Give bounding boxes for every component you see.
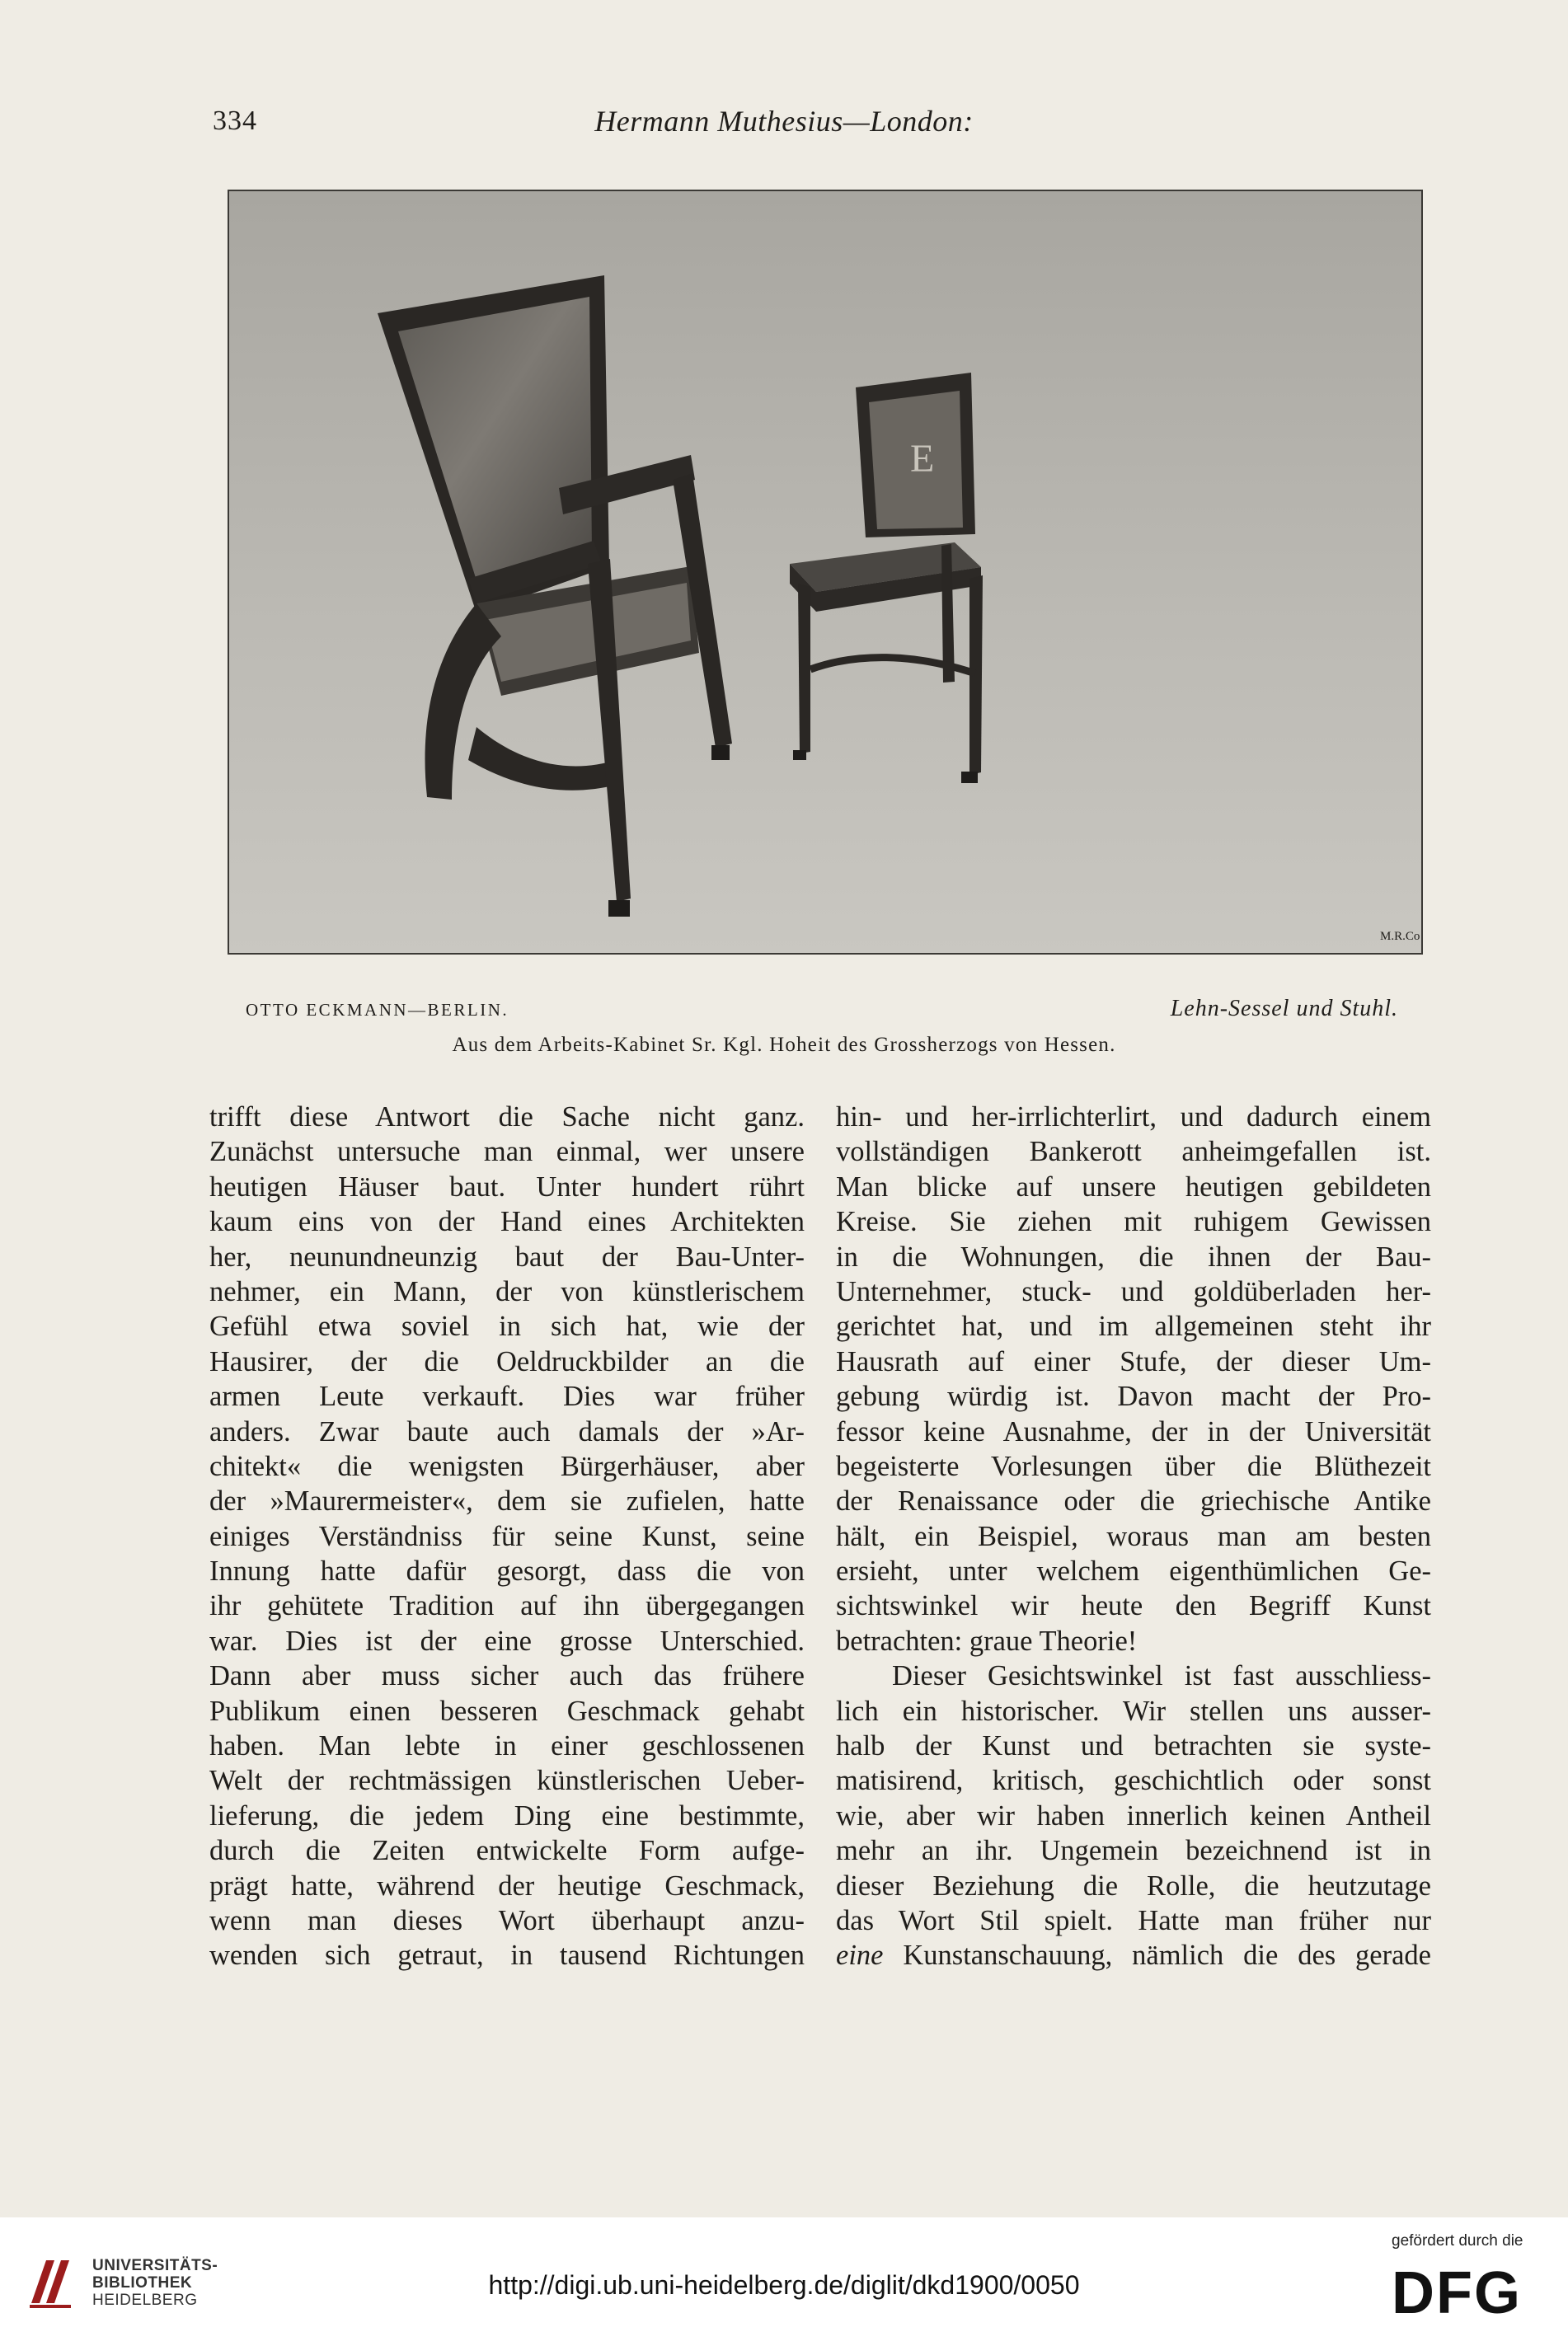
text-line: anders. Zwar baute auch damals der »Ar- <box>209 1415 805 1447</box>
text-line: Welt der rechtmässigen künstlerischen Ueber- <box>209 1765 805 1797</box>
text-line: Dieser Gesichtswinkel ist fast ausschliess- <box>892 1660 1431 1692</box>
text-line: wie, aber wir haben innerlich keinen Antheil <box>836 1799 1431 1832</box>
figure-photograph <box>228 190 1423 955</box>
text-line: chitekt« die wenigsten Bürgerhäuser, aber <box>209 1450 805 1482</box>
text-line: matisirend, kritisch, geschichtlich oder sonst <box>836 1765 1431 1797</box>
text-line: Gefühl etwa soviel in sich hat, wie der <box>209 1311 805 1343</box>
text-line: Innung hatte dafür gesorgt, dass die von <box>209 1555 805 1588</box>
text-line: ersieht, unter welchem eigenthümlichen Ge- <box>836 1555 1431 1588</box>
text-line: Publikum einen besseren Geschmack gehabt <box>209 1695 805 1727</box>
text-line: war. Dies ist der eine grosse Unterschied. <box>209 1625 805 1657</box>
text-column-right <box>836 1100 1431 1973</box>
text-line: der Renaissance oder die griechische Antike <box>836 1485 1431 1518</box>
text-line: Hausirer, der die Oeldruckbilder an die <box>209 1345 805 1377</box>
caption-provenance: Aus dem Arbeits-Kabinet Sr. Kgl. Hoheit des Grossherzogs von Hessen. <box>452 1034 1116 1056</box>
text-fragment: Kunstanschauung, nämlich die des gerade <box>883 1940 1431 1972</box>
text-line: Zunächst untersuche man einmal, wer unsere <box>209 1136 805 1168</box>
text-line: einiges Verständniss für seine Kunst, seine <box>209 1520 805 1552</box>
text-line: der »Maurermeister«, dem sie zufielen, hatte <box>209 1485 805 1518</box>
engraver-monogram: M.R.Co <box>1380 930 1420 943</box>
chair-monogram: E <box>910 437 935 481</box>
dfg-logo: DFG <box>1392 2260 1522 2326</box>
permalink-url[interactable]: http://digi.ub.uni-heidelberg.de/diglit/dkd1900/0050 <box>488 2270 1080 2300</box>
text-line: ihr gehütete Tradition auf ihn übergegangen <box>209 1590 805 1622</box>
text-column-left <box>209 1100 805 1973</box>
text-line: lieferung, die jedem Ding eine bestimmte, <box>209 1799 805 1832</box>
text-line: haben. Man lebte in einer geschlossenen <box>209 1730 805 1762</box>
text-line: sichtswinkel wir heute den Begriff Kunst <box>836 1590 1431 1622</box>
text-line: Hausrath auf einer Stufe, der dieser Um- <box>836 1345 1431 1377</box>
text-line: prägt hatte, während der heutige Geschmack, <box>209 1870 805 1902</box>
text-line: heutigen Häuser baut. Unter hundert rührt <box>209 1171 805 1203</box>
text-line: Dann aber muss sicher auch das frühere <box>209 1660 805 1692</box>
text-line: halb der Kunst und betrachten sie syste- <box>836 1730 1431 1762</box>
text-line: gerichtet hat, und im allgemeinen steht ihr <box>836 1311 1431 1343</box>
text-line: lich ein historischer. Wir stellen uns ausser- <box>836 1695 1431 1727</box>
text-line: trifft diese Antwort die Sache nicht ganz. <box>209 1101 805 1133</box>
caption-title: Lehn-Sessel und Stuhl. <box>1170 996 1398 1021</box>
funding-note: gefördert durch die <box>1392 2232 1523 2250</box>
text-line: begeisterte Vorlesungen über die Blüthezeit <box>836 1450 1431 1482</box>
text-line: nehmer, ein Mann, der von künstlerischem <box>209 1275 805 1307</box>
text-line: wenden sich getraut, in tausend Richtungen <box>209 1940 805 1972</box>
emphasis-word: eine <box>836 1940 884 1972</box>
text-line: Kreise. Sie ziehen mit ruhigem Gewissen <box>836 1206 1431 1238</box>
text-line: fessor keine Ausnahme, der in der Universität <box>836 1415 1431 1447</box>
text-line: vollständigen Bankerott anheimgefallen ist. <box>836 1136 1431 1168</box>
text-line: kaum eins von der Hand eines Architekten <box>209 1206 805 1238</box>
text-line: dieser Beziehung die Rolle, die heutzutage <box>836 1870 1431 1902</box>
text-line: wenn man dieses Wort überhaupt anzu- <box>209 1904 805 1936</box>
text-line: Man blicke auf unsere heutigen gebildeten <box>836 1171 1431 1203</box>
text-line: hin- und her-irrlichterlirt, und dadurch einem <box>836 1101 1431 1133</box>
page-number: 334 <box>213 106 257 136</box>
text-line: in die Wohnungen, die ihnen der Bau- <box>836 1241 1431 1273</box>
text-line: das Wort Stil spielt. Hatte man früher nur <box>836 1904 1431 1936</box>
library-name-line3: HEIDELBERG <box>92 2292 198 2309</box>
text-line: armen Leute verkauft. Dies war früher <box>209 1381 805 1413</box>
caption-artist: OTTO ECKMANN—BERLIN. <box>246 1000 509 1020</box>
text-line: her, neunundneunzig baut der Bau-Unter- <box>209 1241 805 1273</box>
text-line: betrachten: graue Theorie! <box>836 1625 1138 1657</box>
text-line: durch die Zeiten entwickelte Form aufge- <box>209 1835 805 1867</box>
text-line: mehr an ihr. Ungemein bezeichnend ist in <box>836 1835 1431 1867</box>
library-name-line1: UNIVERSITÄTS- <box>92 2257 218 2274</box>
running-title: Hermann Muthesius—London: <box>594 105 974 138</box>
library-name-line2: BIBLIOTHEK <box>92 2274 193 2292</box>
text-line <box>836 1938 1431 1973</box>
text-line: gebung würdig ist. Davon macht der Pro- <box>836 1381 1431 1413</box>
text-line: hält, ein Beispiel, woraus man am besten <box>836 1520 1431 1552</box>
text-line: Unternehmer, stuck- und goldüberladen her- <box>836 1275 1431 1307</box>
